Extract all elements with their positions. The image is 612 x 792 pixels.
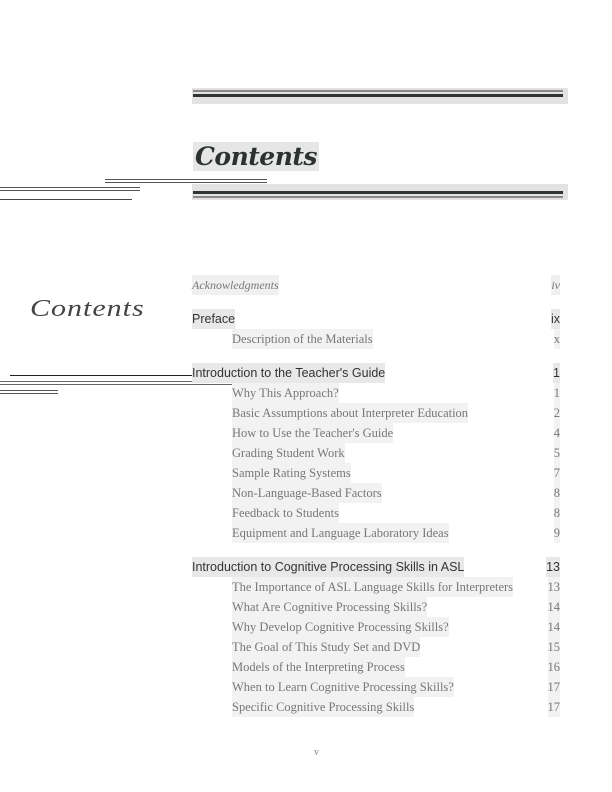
toc-subentry[interactable] [192,443,560,463]
toc-subentry-page: 8 [554,483,560,503]
toc-subentry-page: 4 [554,423,560,443]
toc-subentry-page: x [554,329,560,349]
rule-artifact [105,182,267,183]
toc-subentry[interactable] [192,329,560,349]
toc-subentry-page: 7 [554,463,560,483]
toc-subentry[interactable] [192,503,560,523]
toc-subentry-page: 17 [548,677,561,697]
toc-subentry[interactable] [192,523,560,543]
toc-subentry[interactable] [192,677,560,697]
toc-subentry[interactable] [192,463,560,483]
toc-subentry-title: Feedback to Students [232,503,339,523]
rule-artifact [105,179,267,180]
toc-entry-title: Preface [192,309,235,329]
toc-subentry-page: 13 [548,577,561,597]
toc-subentry-page: 5 [554,443,560,463]
toc-subentry-title: Why Develop Cognitive Processing Skills? [232,617,449,637]
rule-artifact [0,390,58,391]
toc-subentry-title: Sample Rating Systems [232,463,351,483]
toc-subentry-title: When to Learn Cognitive Processing Skills? [232,677,454,697]
toc-subentry-page: 15 [548,637,561,657]
toc-subentry-title: Grading Student Work [232,443,345,463]
toc-subentry-title: Basic Assumptions about Interpreter Education [232,403,468,423]
toc-entry-title: Introduction to the Teacher's Guide [192,363,385,383]
toc-subentry-page: 8 [554,503,560,523]
ghost-title: Contents [30,295,145,322]
toc-subentry-page: 1 [554,383,560,403]
rule-artifact [0,199,132,200]
toc-section-preface [192,309,560,349]
toc-subentry-page: 9 [554,523,560,543]
toc-subentry-title: How to Use the Teacher's Guide [232,423,393,443]
toc-entry[interactable] [192,309,560,329]
toc-entry-page: ix [551,309,560,329]
toc-subentry-title: The Goal of This Study Set and DVD [232,637,420,657]
toc-subentry[interactable] [192,383,560,403]
toc-subentry-page: 14 [548,597,561,617]
toc-subentry[interactable] [192,657,560,677]
top-rule [193,90,563,92]
toc-subentry[interactable] [192,597,560,617]
toc-entry[interactable] [192,363,560,383]
bottom-rule [193,196,563,198]
rule-artifact [0,190,140,191]
top-rule [193,94,563,97]
toc-subentry-title: Non-Language-Based Factors [232,483,382,503]
toc-subentry[interactable] [192,697,560,717]
toc-entry[interactable] [192,557,560,577]
toc-entry[interactable] [192,275,560,295]
rule-artifact [0,187,140,188]
table-of-contents [192,275,560,717]
toc-subentry-page: 2 [554,403,560,423]
toc-entry-page: 13 [546,557,560,577]
toc-section-acknowledgments [192,275,560,295]
toc-section-teachers-guide [192,363,560,543]
toc-subentry-title: Specific Cognitive Processing Skills [232,697,414,717]
toc-entry-title: Acknowledgments [192,275,279,295]
toc-subentry-title: Why This Approach? [232,383,339,403]
toc-subentry-title: What Are Cognitive Processing Skills? [232,597,427,617]
page-number: v [314,747,319,758]
toc-subentry[interactable] [192,483,560,503]
rule-artifact [0,393,58,394]
toc-section-cognitive [192,557,560,717]
toc-subentry[interactable] [192,617,560,637]
toc-subentry-title: Models of the Interpreting Process [232,657,405,677]
toc-subentry-title: The Importance of ASL Language Skills for Interpreters [232,577,513,597]
page-title: Contents [195,142,318,171]
toc-subentry-title: Equipment and Language Laboratory Ideas [232,523,449,543]
bottom-rule [193,191,563,194]
toc-subentry[interactable] [192,577,560,597]
toc-subentry-title: Description of the Materials [232,329,373,349]
toc-entry-page: iv [551,275,560,295]
toc-subentry-page: 14 [548,617,561,637]
toc-subentry-page: 16 [548,657,561,677]
toc-subentry[interactable] [192,403,560,423]
toc-subentry[interactable] [192,637,560,657]
toc-entry-page: 1 [553,363,560,383]
toc-subentry[interactable] [192,423,560,443]
toc-subentry-page: 17 [548,697,561,717]
toc-entry-title: Introduction to Cognitive Processing Skills in ASL [192,557,464,577]
